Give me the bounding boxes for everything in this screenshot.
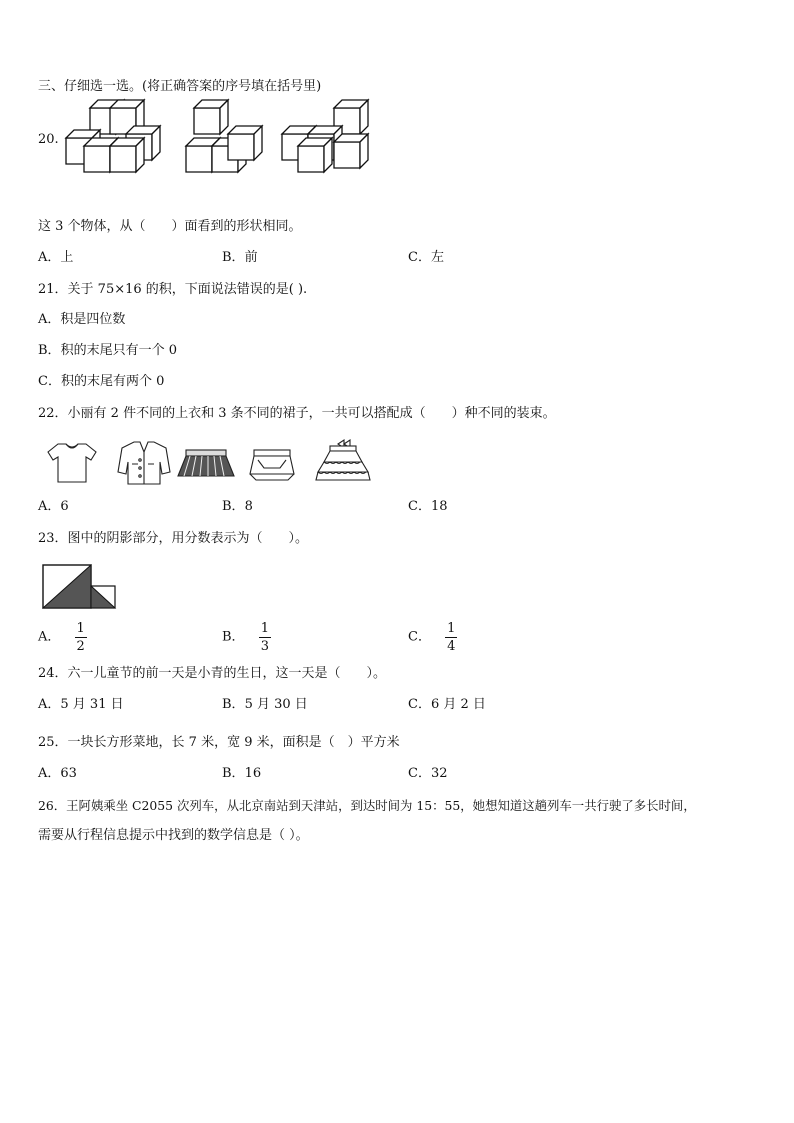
q24-option-b: B．5 月 30 日 — [222, 697, 308, 712]
fraction-one-half: $\frac{1}{2}$ — [76, 621, 85, 654]
q22-option-c: C．18 — [408, 499, 448, 514]
fraction-one-third: $\frac{1}{3}$ — [260, 621, 269, 654]
cube-figure-2 — [186, 100, 262, 172]
q24-option-a: A．5 月 31 日 — [38, 697, 124, 712]
cube-figure-1 — [66, 100, 160, 172]
q23-option-a: A． $\frac{1}{2}$ — [38, 621, 85, 654]
q20-option-b: B．前 — [222, 250, 258, 265]
q22-option-b: B．8 — [222, 499, 253, 514]
question-23-stem: 23．图中的阴影部分，用分数表示为（ ）。 — [38, 531, 309, 546]
q21-option-c: C．积的末尾有两个 0 — [38, 374, 165, 389]
question-22-stem: 22．小丽有 2 件不同的上衣和 3 条不同的裙子，一共可以搭配成（ ）种不同的装束。 — [38, 406, 556, 421]
cube-figures-svg — [62, 98, 382, 178]
question-24-stem: 24．六一儿童节的前一天是小青的生日，这一天是（ ）。 — [38, 666, 387, 681]
clothing-svg — [44, 438, 374, 488]
q20-option-a: A．上 — [38, 250, 74, 265]
jacket-icon — [118, 442, 170, 484]
q25-option-b: B．16 — [222, 766, 262, 781]
question-26-stem-line-2: 需要从行程信息提示中找到的数学信息是（ ）。 — [38, 828, 309, 843]
q23-option-b: B． $\frac{1}{3}$ — [222, 621, 269, 654]
question-20-number: 20. — [38, 132, 59, 147]
ruffled-skirt-icon — [316, 440, 370, 480]
fraction-figure — [42, 564, 118, 610]
question-25-stem: 25．一块长方形菜地，长 7 米，宽 9 米，面积是（ ）平方米 — [38, 735, 400, 750]
q21-option-b: B．积的末尾只有一个 0 — [38, 343, 177, 358]
q24-option-c: C．6 月 2 日 — [408, 697, 486, 712]
question-20-stem: 这 3 个物体，从（ ）面看到的形状相同。 — [38, 219, 302, 234]
section-heading: 三、仔细选一选。(将正确答案的序号填在括号里) — [38, 79, 322, 94]
q20-option-c: C．左 — [408, 250, 444, 265]
q25-option-c: C．32 — [408, 766, 448, 781]
question-21-stem: 21．关于 75×16 的积，下面说法错误的是( ). — [38, 282, 308, 297]
q22-option-a: A．6 — [38, 499, 69, 514]
cube-figure-3 — [282, 100, 368, 172]
fraction-figure-svg — [42, 564, 118, 610]
q25-option-a: A．63 — [38, 766, 77, 781]
question-26-stem-line-1: 26．王阿姨乘坐 C2055 次列车，从北京南站到天津站，到达时间为 15：55，她想知道这趟列车一共行驶了多长时间， — [38, 798, 696, 813]
shirt-icon — [48, 444, 96, 482]
pleated-skirt-icon — [178, 450, 234, 476]
cube-figures — [62, 98, 382, 178]
q21-option-a: A．积是四位数 — [38, 312, 126, 327]
q23-option-c: C． $\frac{1}{4}$ — [408, 621, 456, 654]
short-skirt-icon — [250, 450, 294, 480]
fraction-one-quarter: $\frac{1}{4}$ — [447, 621, 456, 654]
clothing-row — [44, 438, 374, 488]
